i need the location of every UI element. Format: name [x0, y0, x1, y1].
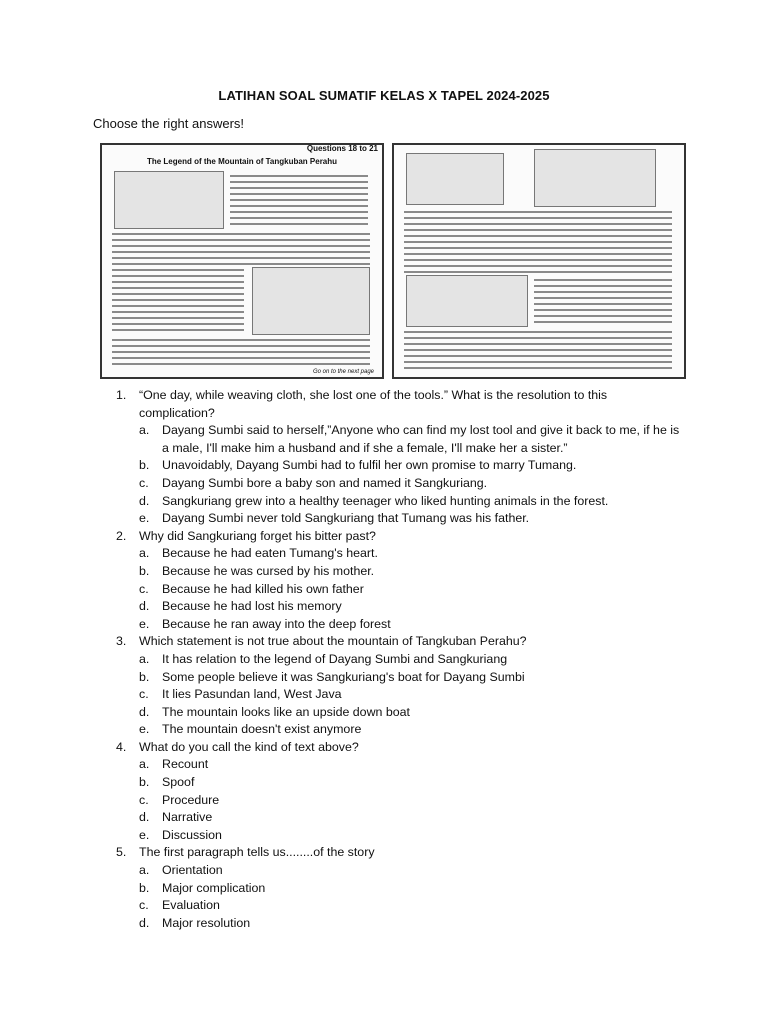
passage-line — [112, 363, 370, 365]
answer-option[interactable] — [0, 510, 768, 528]
option-letter: a. — [139, 546, 150, 561]
passage-line — [404, 259, 672, 261]
passage-line — [112, 293, 244, 295]
answer-option[interactable] — [0, 880, 768, 898]
option-text: Because he had eaten Tumang's heart. — [162, 546, 378, 561]
passage-line — [112, 339, 370, 341]
passage-line — [534, 279, 672, 281]
option-letter: b. — [139, 880, 150, 895]
answer-option[interactable] — [0, 721, 768, 739]
passage-line — [404, 253, 672, 255]
option-text: The mountain looks like an upside down boat — [162, 704, 410, 719]
question-item — [0, 739, 768, 845]
option-letter: a. — [139, 651, 150, 666]
answer-option[interactable] — [0, 616, 768, 634]
option-list — [0, 545, 768, 633]
passage-line — [112, 239, 370, 241]
question-text: “One day, while weaving cloth, she lost one of the tools.” What is the resolution to this complication? — [139, 388, 608, 420]
passage-line — [404, 361, 672, 363]
passage-line — [112, 257, 370, 259]
passage-line — [534, 309, 672, 311]
passage-line — [230, 193, 368, 195]
passage-line — [404, 367, 672, 369]
passage-line — [112, 351, 370, 353]
option-text: The mountain doesn't exist anymore — [162, 722, 362, 737]
question-text: Why did Sangkuriang forget his bitter past? — [139, 528, 376, 543]
option-text: Dayang Sumbi bore a baby son and named it Sangkuriang. — [162, 475, 488, 490]
answer-option[interactable] — [0, 809, 768, 827]
passage-line — [112, 233, 370, 235]
question-row — [0, 844, 768, 862]
passage-line — [534, 321, 672, 323]
option-text: Major complication — [162, 880, 266, 895]
reading-passage-right — [392, 143, 686, 379]
reading-passage-left — [100, 143, 384, 379]
passage-line — [230, 211, 368, 213]
passage-line — [534, 315, 672, 317]
passage-line — [404, 271, 672, 273]
story-title: The Legend of the Mountain of Tangkuban Perahu — [146, 157, 338, 166]
answer-option[interactable] — [0, 493, 768, 511]
option-text: It has relation to the legend of Dayang Sumbi and Sangkuriang — [162, 651, 508, 666]
passage-line — [404, 265, 672, 267]
answer-option[interactable] — [0, 475, 768, 493]
option-letter: a. — [139, 757, 150, 772]
answer-option[interactable] — [0, 651, 768, 669]
passage-line — [404, 211, 672, 213]
answer-option[interactable] — [0, 915, 768, 933]
question-number: 4. — [116, 739, 127, 754]
option-text: Because he ran away into the deep forest — [162, 616, 391, 631]
passage-line — [112, 345, 370, 347]
question-list — [0, 387, 768, 932]
option-letter: e. — [139, 511, 150, 526]
boat-illustration — [406, 275, 528, 327]
option-text: Recount — [162, 757, 209, 772]
option-list — [0, 422, 768, 528]
option-letter: b. — [139, 775, 150, 790]
passage-line — [534, 291, 672, 293]
option-letter: d. — [139, 704, 150, 719]
passage-line — [404, 235, 672, 237]
question-row — [0, 633, 768, 651]
option-list — [0, 862, 768, 932]
option-text: Evaluation — [162, 898, 220, 913]
option-list — [0, 756, 768, 844]
question-number: 1. — [116, 388, 127, 402]
passage-line — [404, 223, 672, 225]
option-text: Because he had lost his memory — [162, 599, 342, 614]
option-letter: c. — [139, 898, 149, 913]
option-letter: e. — [139, 616, 150, 631]
passage-line — [404, 241, 672, 243]
passage-line — [404, 217, 672, 219]
question-row — [0, 387, 768, 422]
option-letter: b. — [139, 563, 150, 578]
answer-option[interactable] — [0, 897, 768, 915]
passage-line — [112, 311, 244, 313]
answer-option[interactable] — [0, 669, 768, 687]
passage-line — [404, 343, 672, 345]
option-text: Because he was cursed by his mother. — [162, 563, 375, 578]
option-letter: b. — [139, 669, 150, 684]
passage-line — [534, 303, 672, 305]
passage-line — [112, 323, 244, 325]
answer-option[interactable] — [0, 792, 768, 810]
question-item — [0, 633, 768, 739]
passage-line — [112, 305, 244, 307]
option-text: Narrative — [162, 810, 213, 825]
option-text: Dayang Sumbi said to herself,”Anyone who can find my lost tool and give it back to me, if he is a male, I'll make him a husband and if she a female, I'll make her a sister.” — [162, 423, 680, 455]
page-title: LATIHAN SOAL SUMATIF KELAS X TAPEL 2024-2025 — [218, 88, 550, 103]
instruction-text: Choose the right answers! — [93, 116, 245, 131]
option-letter: e. — [139, 722, 150, 737]
passage-line — [112, 317, 244, 319]
reading-header: Questions 18 to 21 — [306, 144, 378, 153]
option-letter: a. — [139, 863, 150, 878]
passage-line — [404, 355, 672, 357]
option-text: Discussion — [162, 827, 222, 842]
option-text: Sangkuriang grew into a healthy teenager who liked hunting animals in the forest. — [162, 493, 609, 508]
question-number: 3. — [116, 634, 127, 649]
question-item — [0, 844, 768, 932]
option-letter: c. — [139, 581, 149, 596]
answer-option[interactable] — [0, 563, 768, 581]
passage-line — [230, 217, 368, 219]
option-letter: d. — [139, 599, 150, 614]
weaving-illustration — [114, 171, 224, 229]
passage-line — [230, 175, 368, 177]
question-text: What do you call the kind of text above? — [139, 739, 359, 754]
hunting-illustration — [406, 153, 504, 205]
option-text: Because he had killed his own father — [162, 581, 364, 596]
passage-line — [230, 187, 368, 189]
option-text: Dayang Sumbi never told Sangkuriang that Tumang was his father. — [162, 511, 530, 526]
confrontation-illustration — [534, 149, 656, 207]
passage-line — [230, 205, 368, 207]
question-text: Which statement is not true about the mountain of Tangkuban Perahu? — [139, 634, 527, 649]
passage-line — [112, 329, 244, 331]
answer-option[interactable] — [0, 422, 768, 457]
passage-line — [112, 299, 244, 301]
question-row — [0, 528, 768, 546]
question-text: The first paragraph tells us........of the story — [139, 845, 375, 860]
option-list — [0, 651, 768, 739]
passage-line — [230, 181, 368, 183]
answer-option[interactable] — [0, 827, 768, 845]
next-page-note: Go on to the next page — [312, 369, 374, 375]
answer-option[interactable] — [0, 598, 768, 616]
passage-line — [534, 285, 672, 287]
option-letter: c. — [139, 687, 149, 702]
passage-line — [404, 331, 672, 333]
option-letter: d. — [139, 493, 150, 508]
option-text: Some people believe it was Sangkuriang's boat for Dayang Sumbi — [162, 669, 525, 684]
passage-line — [112, 357, 370, 359]
option-letter: a. — [139, 423, 150, 438]
answer-option[interactable] — [0, 774, 768, 792]
passage-line — [404, 229, 672, 231]
option-text: Procedure — [162, 792, 220, 807]
answer-option[interactable] — [0, 686, 768, 704]
passage-line — [112, 287, 244, 289]
answer-option[interactable] — [0, 704, 768, 722]
option-text: Major resolution — [162, 915, 251, 930]
option-text: Unavoidably, Dayang Sumbi had to fulfil her own promise to marry Tumang. — [162, 458, 577, 473]
option-letter: e. — [139, 827, 150, 842]
answer-option[interactable] — [0, 545, 768, 563]
passage-line — [112, 251, 370, 253]
option-letter: c. — [139, 475, 149, 490]
passage-line — [230, 199, 368, 201]
passage-line — [404, 349, 672, 351]
passage-line — [404, 337, 672, 339]
question-number: 2. — [116, 528, 127, 543]
option-letter: c. — [139, 792, 149, 807]
option-letter: b. — [139, 458, 150, 473]
question-item — [0, 528, 768, 634]
question-row — [0, 739, 768, 757]
answer-option[interactable] — [0, 862, 768, 880]
passage-line — [112, 275, 244, 277]
passage-line — [534, 297, 672, 299]
option-text: Spoof — [162, 775, 195, 790]
option-text: Orientation — [162, 863, 223, 878]
passage-line — [230, 223, 368, 225]
option-text: It lies Pasundan land, West Java — [162, 687, 342, 702]
option-letter: d. — [139, 810, 150, 825]
answer-option[interactable] — [0, 756, 768, 774]
answer-option[interactable] — [0, 457, 768, 475]
passage-line — [112, 281, 244, 283]
answer-option[interactable] — [0, 581, 768, 599]
passage-line — [112, 263, 370, 265]
question-item — [0, 387, 768, 528]
forest-illustration — [252, 267, 370, 335]
option-letter: d. — [139, 915, 150, 930]
passage-line — [404, 247, 672, 249]
passage-line — [112, 245, 370, 247]
question-number: 5. — [116, 845, 127, 860]
passage-line — [112, 269, 244, 271]
